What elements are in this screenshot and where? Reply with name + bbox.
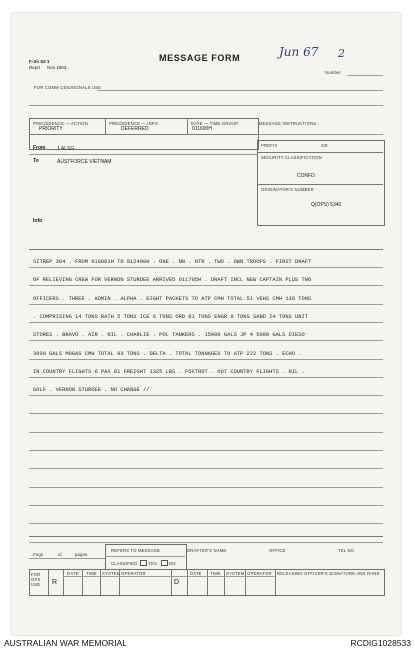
precedence-info-value: DEFERRED (121, 126, 149, 132)
body-rule-line (29, 285, 383, 286)
system-label-r: SYSTEM (102, 571, 121, 576)
message-body-line: . COMPRISING 14 TONS RATH 5 TONS ICE 6 TONS ORD 81 TONS ENGR 9 TONS SAND 24 TONS UNIT (33, 313, 308, 320)
body-rule-line (29, 413, 383, 414)
date-label-r: DATE (67, 571, 79, 576)
time-label-r: TIME (86, 571, 97, 576)
ops-div-8 (207, 569, 208, 595)
security-value: CONFD (297, 173, 315, 179)
number-line (347, 75, 383, 76)
releasing-label: RELEASING OFFICER'S SIGNATURE AND RANK (277, 571, 380, 576)
body-rule-line (29, 267, 383, 268)
message-body-line: 3000 GALS MOGAS CMH TOTAL 83 TONS . DELTA . TOTAL TONNAGES TO ATP 222 TONS . ECHO . (33, 350, 302, 357)
message-form-sheet (11, 13, 401, 635)
dtg-value: 011600H (192, 126, 212, 132)
message-instructions-label: MESSAGE INSTRUCTIONS (259, 121, 317, 126)
instructions-line (257, 134, 383, 135)
no-label: NO (169, 561, 176, 566)
comm-use-label: FOR COMM CEN/SIGNALS USE (34, 85, 102, 90)
classified-label: CLASSIFIED (111, 561, 138, 566)
ops-div-9 (224, 569, 225, 595)
to-label: To (33, 158, 39, 164)
message-body-line: SITREP 364 . FROM 010001H TO 012400H . ONE . NN . NTR . TWO . OWN TROOPS . FIRST DRAFT (33, 259, 312, 265)
form-title: MESSAGE FORM (159, 53, 241, 63)
precedence-action-label: PRECEDENCE — ACTION (33, 121, 88, 126)
ops-div-4 (100, 569, 101, 595)
form-code: F-Sir 52-1 (29, 59, 50, 64)
precedence-divider-1 (105, 118, 106, 134)
from-value: 1 ALSG (57, 146, 75, 152)
of-label: of (58, 552, 62, 557)
ops-div-7 (187, 569, 188, 595)
credit-left: AUSTRALIAN WAR MEMORIAL (4, 638, 127, 648)
ops-div-2 (63, 569, 64, 595)
gr-label: GR (321, 143, 328, 148)
ops-div-11 (275, 569, 276, 595)
body-top-rule (29, 249, 383, 250)
classified-no-checkbox[interactable] (161, 560, 168, 566)
handwritten-date: Jun 67 (279, 45, 319, 59)
form-revision-left: Reprt (29, 65, 41, 70)
body-rule-line (29, 505, 383, 506)
r-label: R (52, 579, 58, 586)
prefix-label: PREFIX (261, 143, 278, 148)
message-body-line: GOLF . VERNON STURDEE . NO CHANGE // (33, 387, 150, 394)
security-label: SECURITY CLASSIFICATION (261, 155, 322, 160)
classified-yes-checkbox[interactable] (140, 560, 147, 566)
office-label: OFFICE (269, 548, 286, 553)
ops-div-5 (119, 569, 120, 595)
message-body-line: IN COUNTRY FLIGHTS 6 PAX 81 FREIGHT 1325 LBS . FOXTROT . OUT COUNTRY FLIGHTS . NIL . (33, 368, 305, 375)
body-rule-line (29, 395, 383, 396)
pages-label: pages (75, 552, 88, 557)
info-label: Info (33, 218, 43, 224)
body-rule-line (29, 450, 383, 451)
comm-use-line-1 (97, 90, 383, 91)
time-label-d: TIME (210, 571, 221, 576)
from-line (29, 154, 257, 155)
ops-div-1 (48, 569, 49, 595)
ops-div-10 (245, 569, 246, 595)
originator-value: Q(OPS) 5340 (311, 202, 342, 208)
from-label: From (33, 145, 46, 151)
form-revision-right: Nov 1963 (47, 65, 67, 70)
message-body-line: STORES . BRAVO . AIR . NIL . CHARLIE . POL TANKERS . 15000 GALS JP 4 5000 GALS DIESO (33, 332, 305, 339)
body-rule-line (29, 542, 383, 543)
precedence-divider-2 (187, 118, 188, 134)
comm-use-line-2 (29, 105, 383, 106)
body-rule-line (29, 322, 383, 323)
body-rule-line (29, 304, 383, 305)
message-body-line: OFFICERS . THREE . ADMIN . ALPHA . EIGHT PACKETS TO ATP CMH TOTAL 51 VEHS CMH 139 TONS (33, 295, 312, 302)
body-rule-line (29, 377, 383, 378)
system-label-d: SYSTEM (226, 571, 245, 576)
body-rule-line (29, 340, 383, 341)
number-label: Number (325, 70, 342, 75)
d-label: D (174, 579, 180, 586)
ops-div-6 (171, 569, 172, 595)
refers-line (105, 556, 185, 557)
operator-label-d: OPERATOR (247, 571, 272, 576)
tel-label: TEL NO (338, 548, 355, 553)
refers-label: REFERS TO MESSAGE (111, 548, 161, 553)
footer-top-rule (29, 536, 383, 537)
message-body-line: OF RELIEVING CREW FOR VERNON STURDEE ARRIVED 011705H . DRAFT INCL NEW CAPTAIN PLUS TWO (33, 277, 312, 284)
body-rule-line (29, 359, 383, 360)
precedence-lower-line (29, 134, 257, 135)
body-rule-line (29, 468, 383, 469)
drafter-label: DRAFTER'S NAME (187, 548, 227, 553)
page-line (29, 558, 105, 559)
body-rule-line (29, 523, 383, 524)
operator-label-r: OPERATOR (121, 571, 146, 576)
precedence-info-label: PRECEDENCE — INFO (109, 121, 159, 126)
handwritten-mark: 2 (338, 47, 345, 60)
originator-label: ORIGINATOR'S NUMBER (261, 187, 314, 192)
security-line (257, 184, 383, 185)
date-label-d: DATE (190, 571, 202, 576)
dtg-label: DATE — TIME GROUP (191, 121, 239, 126)
page-label: Page (33, 552, 44, 557)
ops-header-line (63, 576, 275, 577)
body-rule-line (29, 432, 383, 433)
ops-div-3 (82, 569, 83, 595)
body-rule-line (29, 487, 383, 488)
precedence-action-value: PRIORITY (39, 126, 63, 132)
for-ops-use-label: FOR OPS USE (31, 572, 41, 587)
credit-right: RCDIG1028533 (350, 638, 411, 648)
to-value: AUSTFORCE VIETNAM (57, 159, 112, 165)
prefix-line (257, 152, 383, 153)
yes-label: YES (148, 561, 157, 566)
